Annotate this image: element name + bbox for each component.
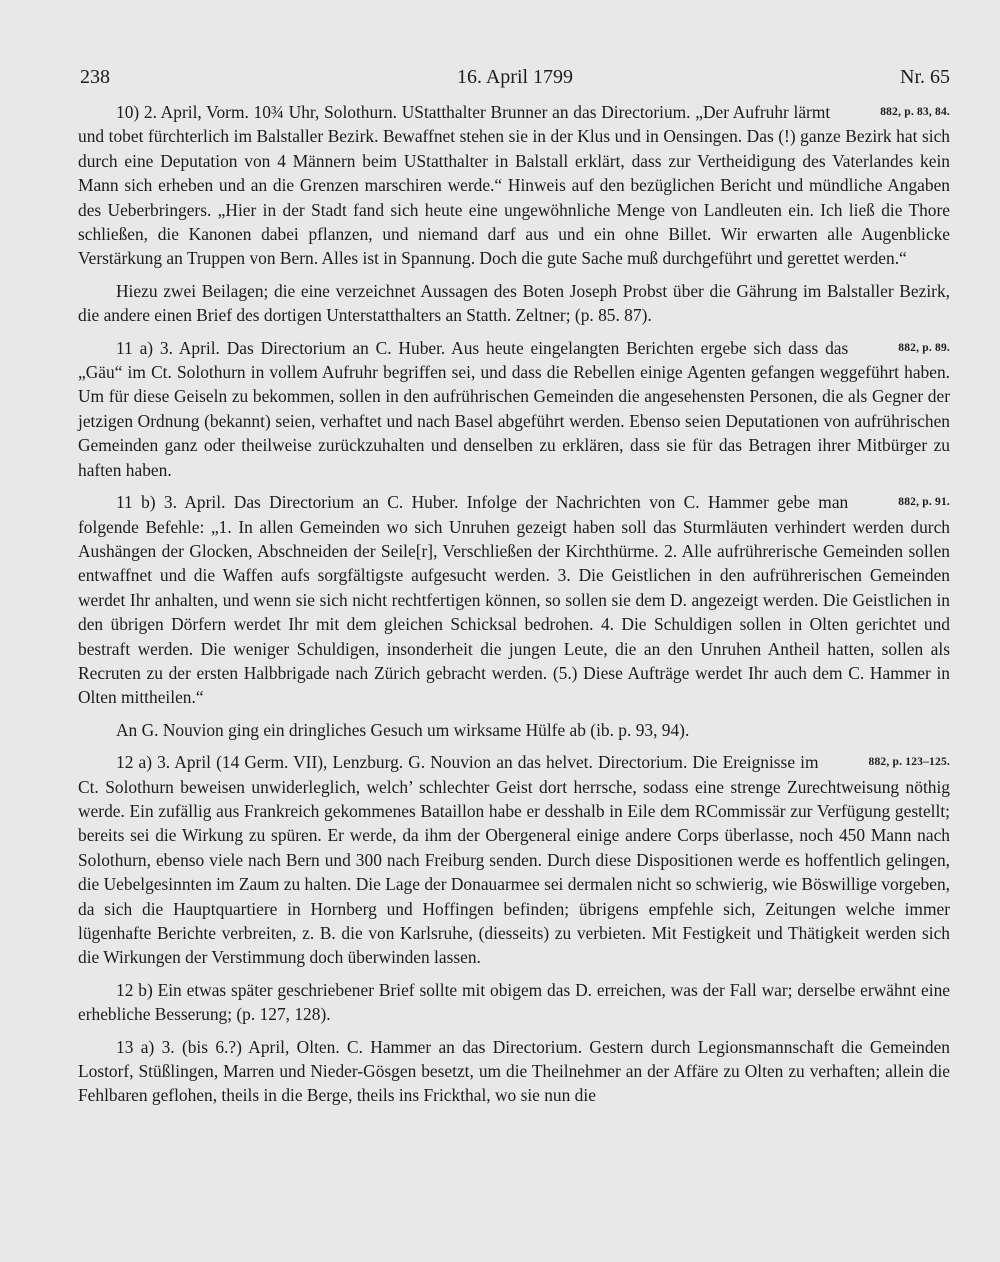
entry-11a bbox=[78, 336, 950, 482]
entry-11b-note bbox=[78, 718, 950, 742]
document-body bbox=[78, 100, 950, 1116]
entry-text: 11 b) 3. April. Das Directorium an C. Huber. Infolge der Nachrichten von C. Hammer gebe man folgende Befehle: „1. In allen Gemeinden wo sich Unruhen gezeigt haben soll das Sturmläuten verhindert werden durch Aushängen der Glocken, Abschneiden der Seile[r], Verschließen der Kirchthürme. 2. Alle aufrührerische Gemeinden sollen entwaffnet und die Waffen aufs sorgfältigste aufgesucht werden. 3. Die Geistlichen in den aufrührerischen Gemeinden werdet Ihr anhalten, und wenn sie sich nicht rechtfertigen können, so sollen sie dem D. angezeigt werden. Die Geistlichen in den übrigen Dörfern werdet Ihr mit dem gleichen Schicksal bedrohen. 4. Die Schuldigen sollen in Olten gerichtet und bestraft werden. Die weniger Schuldigen, insonderheit die jungen Leute, die an den Unruhen Antheil hatten, sollen als Recruten zu der ersten Halbbrigade nach Zürich gebracht werden. (5.) Diese Aufträge werdet Ihr auch dem C. Hammer in Olten mittheilen.“ bbox=[78, 492, 950, 708]
document-number: Nr. 65 bbox=[900, 66, 950, 88]
entry-10-note bbox=[78, 279, 950, 328]
page-number: 238 bbox=[80, 66, 110, 88]
entry-text: 10) 2. April, Vorm. 10¾ Uhr, Solothurn. UStatthalter Brunner an das Directorium. „Der Aufruhr lärmt und tobet fürchterlich im Balstaller Bezirk. Bewaffnet stehen sie in der Klus und in Oensingen. Das (!) ganze Bezirk hat sich durch eine Deputation von 4 Männern beim UStatthalter in Balstall erklärt, dass zur Vertheidigung des Vaterlandes kein Mann sich erheben und an die Grenzen marschiren werde.“ Hinweis auf den bezüglichen Bericht und mündliche Angaben des Ueberbringers. „Hier in der Stadt fand sich heute eine ungewöhnliche Menge von Landleuten ein. Ich ließ die Thore schließen, die Kanonen dabei pflanzen, und niemand darf aus und ein ohne Billet. Wir erwarten alle Augenblicke Verstärkung an Truppen von Bern. Alles ist in Spannung. Doch die gute Sache muß durchgeführt und gerettet werden.“ bbox=[78, 102, 950, 269]
entry-10 bbox=[78, 100, 950, 271]
entry-text: 12 a) 3. April (14 Germ. VII), Lenzburg. G. Nouvion an das helvet. Directorium. Die Ereignisse im Ct. Solothurn beweisen unwiderleglich, welch’ schlechter Geist dort herrsche, sodass eine strenge Zurechtweisung nöthig werde. Ein zufällig aus Frankreich gekommenes Bataillon habe er desshalb in Eile dem RCommissär zur Verfügung gestellt; bereits sei die Wirkung zu spüren. Er werde, da ihm der Obergeneral einige andere Corps überlasse, noch 450 Mann nach Solothurn, ebenso viele nach Bern und 300 nach Freiburg senden. Durch diese Dispositionen werde es hoffentlich gelingen, die Uebelgesinnten im Zaum zu halten. Die Lage der Donauarmee sei dermalen nicht so schwierig, wie Böswillige vorgeben, da sich die Hauptquartiere in Hornberg und Hoffingen befinden; übrigens empfehle sich, Zeitungen welche immer lügenhafte Berichte verbreiten, z. B. die von Karlsruhe, (diesseits) zu verbieten. Mit Festigkeit und Thätigkeit werden sich die Wirkungen der Verstimmung doch überwinden lassen. bbox=[78, 752, 950, 968]
entry-text: An G. Nouvion ging ein dringliches Gesuch um wirksame Hülfe ab (ib. p. 93, 94). bbox=[116, 719, 690, 740]
entry-12a bbox=[78, 750, 950, 970]
entry-13a bbox=[78, 1035, 950, 1108]
page-header bbox=[80, 66, 950, 94]
archive-reference: 882, p. 91. bbox=[898, 496, 950, 509]
running-date: 16. April 1799 bbox=[456, 66, 574, 88]
archive-reference: 882, p. 83, 84. bbox=[880, 106, 950, 118]
entry-11b bbox=[78, 490, 950, 710]
archive-reference: 882, p. 123–125. bbox=[868, 756, 950, 769]
entry-text: 11 a) 3. April. Das Directorium an C. Huber. Aus heute eingelangten Berichten ergebe sich dass das „Gäu“ im Ct. Solothurn in vollem Aufruhr begriffen sei, und dass die Rebellen einige Agenten gefangen weggeführt haben. Um für diese Geiseln zu bekommen, sollen in den aufrührischen Gemeinden die angesehensten Personen, die als Gegner der jetzigen Ordnung (bekannt) seien, verhaftet und nach Basel abgeführt werden. Ebenso seien Deputationen von aufrührischen Gemeinden ganz oder theilweise zurückzuhalten und denselben zu erklären, dass sie für das Betragen ihrer Mitbürger zu haften haben. bbox=[78, 337, 950, 480]
entry-text: 12 b) Ein etwas später geschriebener Brief sollte mit obigem das D. erreichen, was der Fall war; derselbe erwähnt eine erhebliche Besserung; (p. 127, 128). bbox=[78, 979, 950, 1025]
entry-12b bbox=[78, 978, 950, 1027]
entry-text: Hiezu zwei Beilagen; die eine verzeichnet Aussagen des Boten Joseph Probst über die Gährung im Balstaller Bezirk, die andere einen Brief des dortigen Unterstatthalters an Statth. Zeltner; (p. 85. 87). bbox=[78, 280, 950, 326]
entry-text: 13 a) 3. (bis 6.?) April, Olten. C. Hammer an das Directorium. Gestern durch Legionsmannschaft die Gemeinden Lostorf, Stüßlingen, Marren und Nieder-Gösgen besetzt, um die Theilnehmer an der Affäre zu Olten zu verhaften; allein die Fehlbaren geflohen, theils in die Berge, theils ins Frickthal, wo sie nun die bbox=[78, 1036, 950, 1106]
archive-reference: 882, p. 89. bbox=[898, 341, 950, 354]
